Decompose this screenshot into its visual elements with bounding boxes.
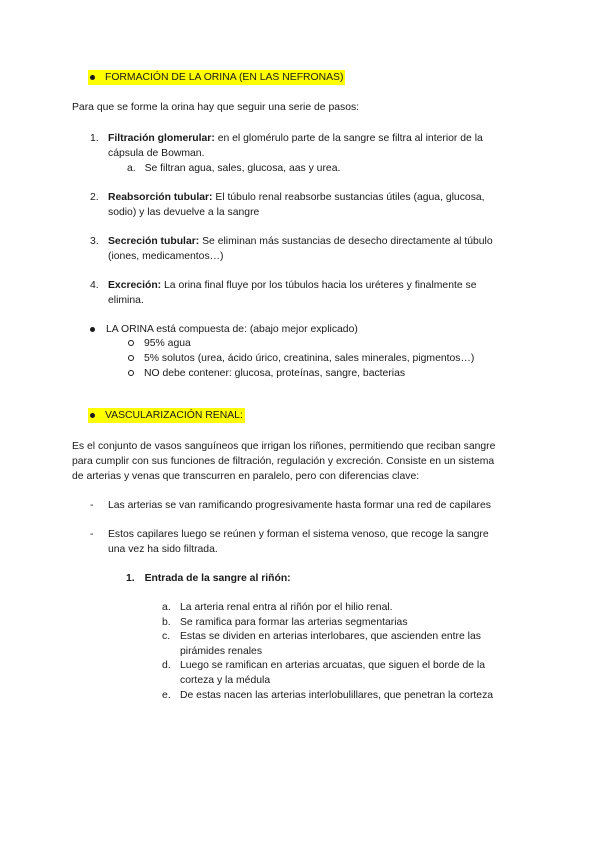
step-title: Excreción:	[108, 280, 162, 291]
paragraph-line: de arterias y venas que transcurren en paralelo, pero con diferencias clave:	[72, 471, 420, 482]
step-title: Secreción tubular:	[108, 236, 200, 247]
composition-subitem	[128, 351, 474, 366]
letter-item	[162, 629, 481, 659]
letter-item-text: De estas nacen las arterias interlobulillares, que penetran la corteza	[180, 690, 494, 701]
letter-item-text: Luego se ramifican en arterias arcuatas, que siguen el borde de la	[180, 660, 485, 671]
step-text: en el glomérulo parte de la sangre se filtra al interior de la	[214, 133, 483, 144]
composition-item	[90, 322, 358, 337]
step-3	[90, 234, 530, 264]
bullet-dot-icon	[90, 75, 95, 80]
letter-marker: c.	[162, 631, 171, 642]
letter-item-text: Estas se dividen en arterias interlobares, que ascienden entre las	[180, 631, 481, 642]
subheading-number: 1.	[126, 573, 135, 584]
step-text: El túbulo renal reabsorbe sustancias útiles (agua, glucosa,	[212, 192, 485, 203]
bullet-ring-icon	[128, 340, 134, 346]
dash-item	[90, 527, 489, 557]
dash-marker: -	[90, 529, 94, 540]
step-number: 2.	[90, 192, 99, 203]
step-number: 4.	[90, 280, 99, 291]
paragraph-line: para cumplir con sus funciones de filtración, regulación y excreción. Consiste en un sistema	[72, 456, 495, 467]
step-4	[90, 278, 530, 308]
step-number: 1.	[90, 133, 99, 144]
paragraph-line: Es el conjunto de vasos sanguíneos que irrigan los riñones, permitiendo que reciban sangre	[72, 441, 496, 452]
step-text: La orina final fluye por los túbulos hacia los uréteres y finalmente se	[161, 280, 477, 291]
letter-item-text-cont: pirámides renales	[180, 646, 263, 657]
dash-item-text-cont: una vez ha sido filtrada.	[108, 544, 218, 555]
step-text-cont: elimina.	[108, 295, 144, 306]
letter-item	[162, 688, 493, 703]
composition-text: LA ORINA está compuesta de: (abajo mejor explicado)	[106, 324, 358, 335]
section2-paragraph	[72, 439, 542, 484]
step-text-cont: sodio) y las devuelve a la sangre	[108, 207, 260, 218]
sub-text: Se filtran agua, sales, glucosa, aas y urea.	[144, 163, 341, 174]
letter-item-text: La arteria renal entra al riñón por el hilio renal.	[180, 602, 393, 613]
bullet-dot-icon	[90, 413, 95, 418]
composition-subitem-text: NO debe contener: glucosa, proteínas, sangre, bacterias	[144, 368, 406, 379]
dash-item	[90, 498, 491, 513]
bullet-ring-icon	[128, 370, 134, 376]
letter-marker: e.	[162, 690, 171, 701]
sub-letter: a.	[127, 163, 136, 174]
composition-subitem	[128, 336, 191, 351]
letter-item-text: Se ramifica para formar las arterias segmentarias	[180, 617, 408, 628]
letter-item-text-cont: corteza y la médula	[180, 675, 271, 686]
step-1-sub	[127, 161, 340, 176]
step-number: 3.	[90, 236, 99, 247]
composition-subitem	[128, 366, 405, 381]
letter-item	[162, 658, 485, 688]
letter-item	[162, 615, 408, 630]
step-2	[90, 190, 530, 220]
step-1	[90, 131, 530, 161]
letter-marker: a.	[162, 602, 171, 613]
bullet-dot-icon	[90, 327, 95, 332]
letter-marker: d.	[162, 660, 171, 671]
section1-heading-text: FORMACIÓN DE LA ORINA (EN LAS NEFRONAS)	[105, 72, 344, 83]
step-text: Se eliminan más sustancias de desecho directamente al túbulo	[199, 236, 493, 247]
step-text-cont: (iones, medicamentos…)	[108, 251, 224, 262]
letter-item	[162, 600, 393, 615]
dash-item-text: Las arterias se van ramificando progresivamente hasta formar una red de capilares	[108, 500, 491, 511]
dash-item-text: Estos capilares luego se reúnen y forman el sistema venoso, que recoge la sangre	[108, 529, 489, 540]
step-text-cont: cápsula de Bowman.	[108, 148, 205, 159]
section2-subheading	[126, 571, 291, 586]
subheading-text: Entrada de la sangre al riñón:	[144, 573, 291, 584]
composition-subitem-text: 5% solutos (urea, ácido úrico, creatinina, sales minerales, pigmentos…)	[144, 353, 475, 364]
section2-heading-text: VASCULARIZACIÓN RENAL:	[105, 410, 243, 421]
bullet-ring-icon	[128, 355, 134, 361]
section2-heading	[88, 408, 245, 423]
dash-marker: -	[90, 500, 94, 511]
section1-heading	[88, 70, 345, 85]
step-title: Filtración glomerular:	[108, 133, 215, 144]
composition-subitem-text: 95% agua	[144, 338, 191, 349]
section1-intro: Para que se forme la orina hay que seguir una serie de pasos:	[72, 102, 360, 113]
step-title: Reabsorción tubular:	[108, 192, 213, 203]
letter-marker: b.	[162, 617, 171, 628]
